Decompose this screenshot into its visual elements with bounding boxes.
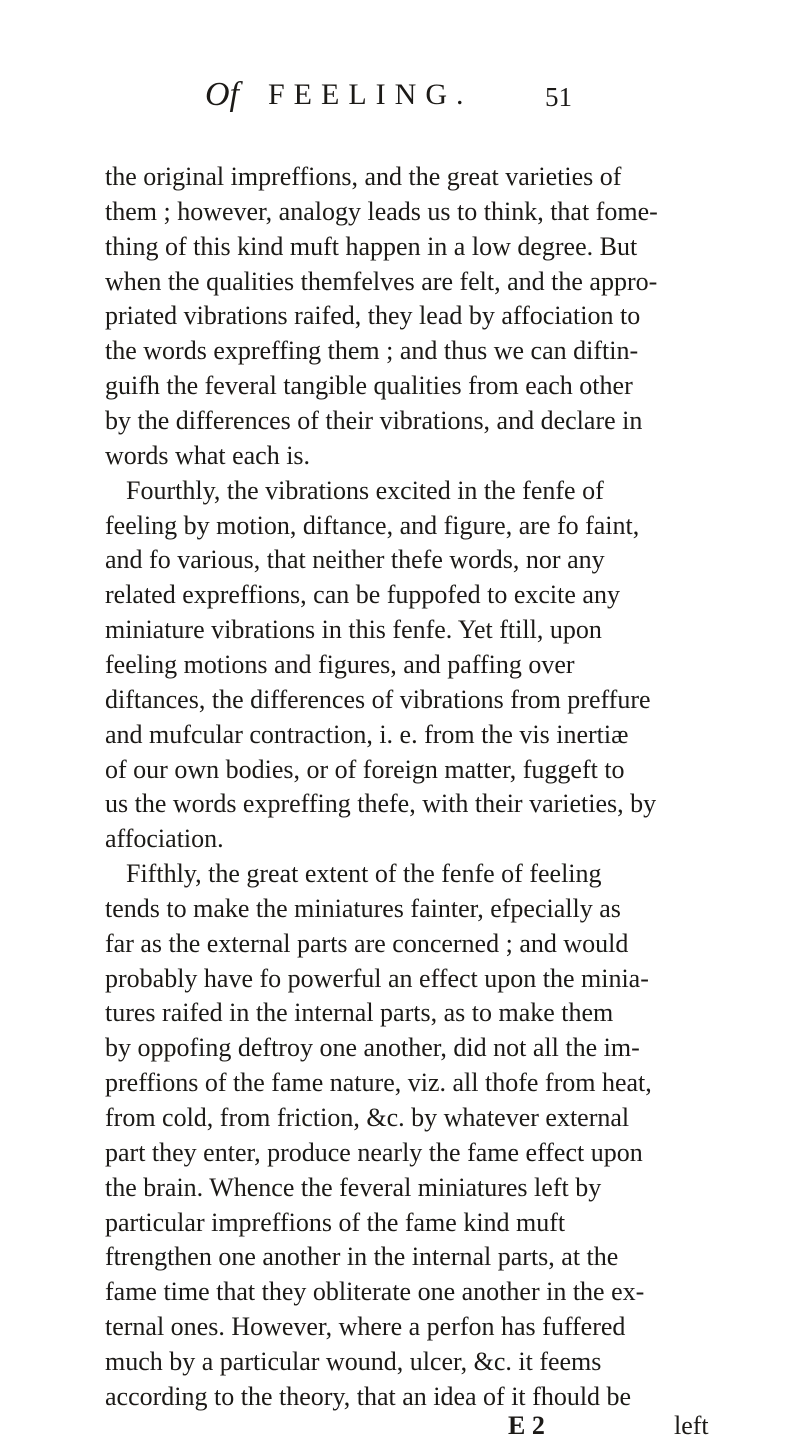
text-line: ftrengthen one another in the internal parts, at the [105,1242,619,1272]
text-line: Fifthly, the great extent of the fenfe of feeling [126,859,602,888]
text-line: miniature vibrations in this fenfe. Yet ftill, upon [105,615,602,644]
text-line: particular impreffions of the fame kind muft [105,1207,566,1237]
text-line: feeling by motion, diftance, and figure, are fo faint, [105,510,640,540]
text-line: diftances, the differences of vibrations from preffure [105,684,651,714]
text-line: guifh the feveral tangible qualities from each other [105,371,633,401]
text-line: and mufcular contraction, i. e. from the vis inertiæ [105,719,629,749]
text-line: the original impreffions, and the great varieties of [105,162,622,191]
text-line: us the words expreffing thefe, with their varieties, by [105,789,657,819]
running-head [205,76,765,120]
text-line: preffions of the fame nature, viz. all thofe from heat, [105,1068,652,1098]
text-line: related expreffions, can be fuppofed to excite any [105,580,620,610]
page-number: 51 [545,82,572,112]
text-line: feeling motions and figures, and paffing over [105,649,575,679]
text-line: by the differences of their vibrations, and declare in [105,406,643,435]
running-head-of: Of [205,76,239,113]
text-line: by oppofing deftroy one another, did not all the im- [105,1033,640,1063]
signature-mark: E 2 [508,1410,545,1440]
text-line: probably have fo powerful an effect upon the minia- [105,963,649,993]
text-line: ternal ones. However, where a perfon has fuffered [105,1312,626,1341]
text-line: of our own bodies, or of foreign matter, fuggeft to [105,754,625,784]
text-line: when the qualities themfelves are felt, and the appro- [105,266,658,296]
text-line: from cold, from friction, &c. by whatever external [105,1103,630,1132]
text-line: affociation. [105,824,224,854]
text-line: thing of this kind muft happen in a low degree. But [105,231,638,261]
text-line: Fourthly, the vibrations excited in the fenfe of [126,475,604,505]
text-line: tends to make the miniatures fainter, efpecially as [105,893,621,923]
text-line: fame time that they obliterate one another in the ex- [105,1277,645,1307]
catchword: left [674,1410,709,1440]
text-line: far as the external parts are concerned ; and would [105,928,629,958]
signature-row [0,1411,801,1451]
text-line: the words expreffing them ; and thus we can diftin- [105,336,639,366]
running-head-title: FEELING. [268,78,473,111]
text-line: them ; however, analogy leads us to think, that fome- [105,196,658,226]
text-line: tures raifed in the internal parts, as to make them [105,998,614,1028]
text-line: much by a particular wound, ulcer, &c. it feems [105,1346,602,1376]
text-line: according to the theory, that an idea of it fhould be [105,1381,632,1411]
text-line: and fo various, that neither thefe words, nor any [105,545,605,575]
text-line: words what each is. [105,440,311,470]
text-line: priated vibrations raifed, they lead by affociation to [105,301,641,331]
text-line: the brain. Whence the feveral miniatures left by [105,1172,602,1202]
text-line: part they enter, produce nearly the fame effect upon [105,1137,643,1167]
